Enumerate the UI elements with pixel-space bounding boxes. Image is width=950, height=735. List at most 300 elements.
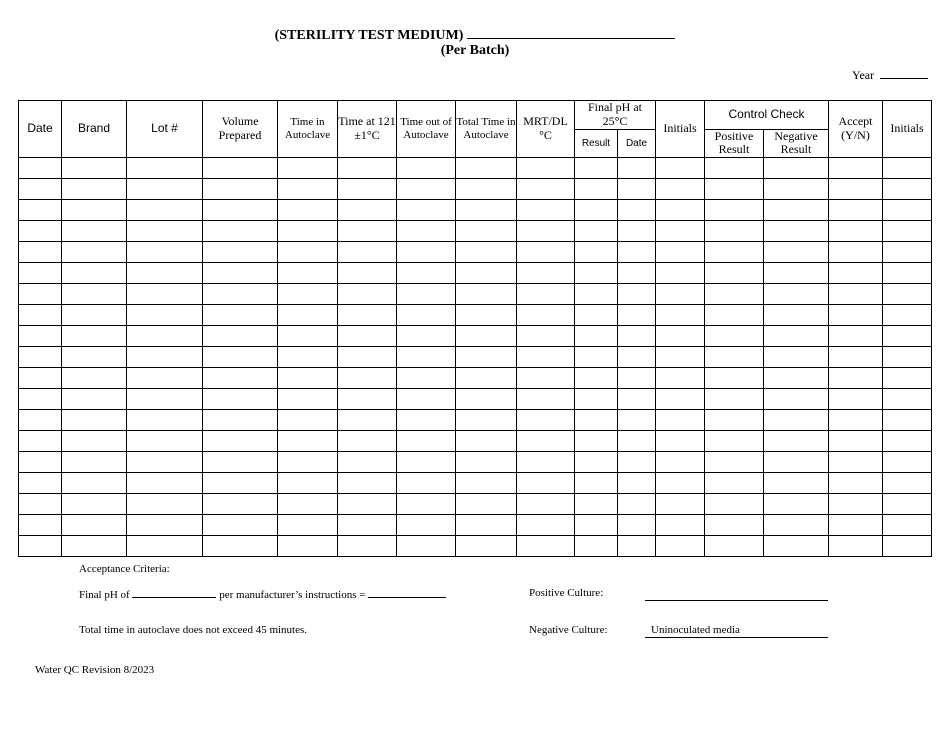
- table-cell[interactable]: [62, 431, 127, 452]
- table-cell[interactable]: [456, 305, 517, 326]
- table-cell[interactable]: [203, 494, 278, 515]
- table-cell[interactable]: [656, 242, 705, 263]
- table-cell[interactable]: [278, 221, 338, 242]
- final-ph-blank[interactable]: [132, 587, 216, 598]
- table-cell[interactable]: [575, 305, 618, 326]
- table-cell[interactable]: [62, 158, 127, 179]
- table-cell[interactable]: [127, 221, 203, 242]
- table-cell[interactable]: [705, 431, 764, 452]
- table-cell[interactable]: [829, 326, 883, 347]
- table-cell[interactable]: [575, 494, 618, 515]
- table-cell[interactable]: [883, 473, 932, 494]
- table-cell[interactable]: [127, 263, 203, 284]
- table-cell[interactable]: [456, 494, 517, 515]
- table-cell[interactable]: [203, 242, 278, 263]
- table-cell[interactable]: [656, 368, 705, 389]
- table-cell[interactable]: [456, 221, 517, 242]
- table-cell[interactable]: [575, 179, 618, 200]
- table-cell[interactable]: [517, 263, 575, 284]
- table-cell[interactable]: [62, 452, 127, 473]
- table-cell[interactable]: [517, 389, 575, 410]
- table-cell[interactable]: [829, 515, 883, 536]
- table-cell[interactable]: [278, 179, 338, 200]
- table-cell[interactable]: [62, 242, 127, 263]
- table-cell[interactable]: [883, 242, 932, 263]
- table-cell[interactable]: [618, 389, 656, 410]
- table-cell[interactable]: [278, 494, 338, 515]
- table-cell[interactable]: [656, 389, 705, 410]
- table-cell[interactable]: [397, 200, 456, 221]
- table-cell[interactable]: [517, 473, 575, 494]
- table-cell[interactable]: [19, 368, 62, 389]
- table-cell[interactable]: [203, 536, 278, 557]
- table-cell[interactable]: [705, 494, 764, 515]
- table-cell[interactable]: [517, 242, 575, 263]
- table-cell[interactable]: [618, 284, 656, 305]
- table-cell[interactable]: [456, 158, 517, 179]
- table-cell[interactable]: [127, 347, 203, 368]
- table-cell[interactable]: [338, 536, 397, 557]
- table-cell[interactable]: [338, 326, 397, 347]
- table-cell[interactable]: [62, 200, 127, 221]
- table-cell[interactable]: [764, 179, 829, 200]
- table-cell[interactable]: [278, 410, 338, 431]
- table-cell[interactable]: [397, 473, 456, 494]
- table-cell[interactable]: [705, 515, 764, 536]
- table-cell[interactable]: [338, 494, 397, 515]
- table-cell[interactable]: [883, 200, 932, 221]
- table-cell[interactable]: [338, 179, 397, 200]
- table-cell[interactable]: [829, 263, 883, 284]
- table-cell[interactable]: [618, 431, 656, 452]
- table-cell[interactable]: [456, 410, 517, 431]
- table-cell[interactable]: [656, 158, 705, 179]
- table-cell[interactable]: [829, 347, 883, 368]
- table-cell[interactable]: [575, 242, 618, 263]
- table-cell[interactable]: [656, 263, 705, 284]
- table-cell[interactable]: [829, 368, 883, 389]
- table-cell[interactable]: [575, 536, 618, 557]
- table-cell[interactable]: [517, 284, 575, 305]
- table-cell[interactable]: [338, 284, 397, 305]
- table-cell[interactable]: [338, 200, 397, 221]
- table-cell[interactable]: [278, 200, 338, 221]
- table-cell[interactable]: [203, 515, 278, 536]
- table-cell[interactable]: [62, 515, 127, 536]
- table-cell[interactable]: [883, 410, 932, 431]
- table-cell[interactable]: [517, 347, 575, 368]
- table-cell[interactable]: [397, 347, 456, 368]
- table-cell[interactable]: [656, 410, 705, 431]
- table-cell[interactable]: [203, 326, 278, 347]
- table-cell[interactable]: [278, 536, 338, 557]
- table-cell[interactable]: [517, 221, 575, 242]
- table-cell[interactable]: [517, 515, 575, 536]
- table-cell[interactable]: [278, 389, 338, 410]
- table-cell[interactable]: [19, 410, 62, 431]
- table-cell[interactable]: [883, 179, 932, 200]
- table-cell[interactable]: [656, 305, 705, 326]
- table-cell[interactable]: [19, 305, 62, 326]
- table-cell[interactable]: [764, 305, 829, 326]
- table-cell[interactable]: [705, 263, 764, 284]
- table-cell[interactable]: [883, 158, 932, 179]
- table-cell[interactable]: [618, 536, 656, 557]
- table-cell[interactable]: [397, 368, 456, 389]
- table-cell[interactable]: [456, 200, 517, 221]
- table-cell[interactable]: [829, 284, 883, 305]
- table-cell[interactable]: [278, 158, 338, 179]
- table-cell[interactable]: [19, 263, 62, 284]
- table-cell[interactable]: [575, 158, 618, 179]
- table-cell[interactable]: [705, 305, 764, 326]
- table-cell[interactable]: [62, 326, 127, 347]
- table-cell[interactable]: [203, 347, 278, 368]
- table-cell[interactable]: [764, 389, 829, 410]
- table-cell[interactable]: [19, 452, 62, 473]
- table-cell[interactable]: [575, 221, 618, 242]
- table-cell[interactable]: [203, 305, 278, 326]
- table-cell[interactable]: [127, 536, 203, 557]
- table-cell[interactable]: [338, 347, 397, 368]
- table-cell[interactable]: [883, 536, 932, 557]
- table-cell[interactable]: [656, 179, 705, 200]
- table-cell[interactable]: [338, 452, 397, 473]
- table-cell[interactable]: [127, 284, 203, 305]
- table-cell[interactable]: [883, 368, 932, 389]
- table-cell[interactable]: [517, 431, 575, 452]
- table-cell[interactable]: [656, 452, 705, 473]
- table-cell[interactable]: [62, 473, 127, 494]
- table-cell[interactable]: [656, 284, 705, 305]
- table-cell[interactable]: [19, 284, 62, 305]
- table-cell[interactable]: [705, 284, 764, 305]
- table-cell[interactable]: [397, 221, 456, 242]
- table-cell[interactable]: [62, 536, 127, 557]
- table-cell[interactable]: [618, 452, 656, 473]
- table-cell[interactable]: [517, 536, 575, 557]
- table-cell[interactable]: [764, 347, 829, 368]
- table-cell[interactable]: [618, 515, 656, 536]
- table-cell[interactable]: [278, 368, 338, 389]
- table-cell[interactable]: [338, 431, 397, 452]
- table-cell[interactable]: [62, 179, 127, 200]
- final-ph-value-blank[interactable]: [368, 587, 446, 598]
- table-cell[interactable]: [618, 200, 656, 221]
- table-cell[interactable]: [397, 494, 456, 515]
- table-cell[interactable]: [656, 326, 705, 347]
- table-cell[interactable]: [127, 200, 203, 221]
- table-cell[interactable]: [764, 326, 829, 347]
- table-cell[interactable]: [575, 326, 618, 347]
- table-cell[interactable]: [397, 536, 456, 557]
- table-cell[interactable]: [278, 515, 338, 536]
- table-cell[interactable]: [456, 452, 517, 473]
- table-cell[interactable]: [705, 221, 764, 242]
- table-cell[interactable]: [883, 494, 932, 515]
- table-cell[interactable]: [618, 347, 656, 368]
- table-cell[interactable]: [656, 221, 705, 242]
- table-cell[interactable]: [618, 242, 656, 263]
- table-cell[interactable]: [517, 305, 575, 326]
- table-cell[interactable]: [764, 242, 829, 263]
- table-cell[interactable]: [19, 347, 62, 368]
- table-cell[interactable]: [62, 368, 127, 389]
- table-cell[interactable]: [656, 536, 705, 557]
- table-cell[interactable]: [397, 515, 456, 536]
- table-cell[interactable]: [705, 158, 764, 179]
- table-cell[interactable]: [656, 515, 705, 536]
- table-cell[interactable]: [705, 242, 764, 263]
- table-cell[interactable]: [19, 536, 62, 557]
- table-cell[interactable]: [278, 473, 338, 494]
- table-cell[interactable]: [62, 263, 127, 284]
- table-cell[interactable]: [456, 179, 517, 200]
- table-cell[interactable]: [575, 431, 618, 452]
- table-cell[interactable]: [829, 452, 883, 473]
- table-cell[interactable]: [397, 284, 456, 305]
- table-cell[interactable]: [618, 179, 656, 200]
- table-cell[interactable]: [764, 284, 829, 305]
- table-cell[interactable]: [618, 305, 656, 326]
- table-cell[interactable]: [338, 305, 397, 326]
- table-cell[interactable]: [656, 494, 705, 515]
- table-cell[interactable]: [127, 368, 203, 389]
- table-cell[interactable]: [705, 389, 764, 410]
- table-cell[interactable]: [127, 326, 203, 347]
- table-cell[interactable]: [764, 536, 829, 557]
- table-cell[interactable]: [705, 347, 764, 368]
- table-cell[interactable]: [338, 515, 397, 536]
- table-cell[interactable]: [618, 221, 656, 242]
- table-cell[interactable]: [62, 284, 127, 305]
- table-cell[interactable]: [127, 410, 203, 431]
- positive-culture-field[interactable]: [645, 587, 828, 601]
- table-cell[interactable]: [705, 200, 764, 221]
- table-cell[interactable]: [278, 452, 338, 473]
- table-cell[interactable]: [456, 515, 517, 536]
- table-cell[interactable]: [278, 305, 338, 326]
- table-cell[interactable]: [203, 473, 278, 494]
- table-cell[interactable]: [127, 452, 203, 473]
- table-cell[interactable]: [203, 158, 278, 179]
- table-cell[interactable]: [575, 389, 618, 410]
- table-cell[interactable]: [456, 263, 517, 284]
- table-cell[interactable]: [203, 200, 278, 221]
- title-blank-line[interactable]: [467, 25, 675, 39]
- table-cell[interactable]: [278, 326, 338, 347]
- table-cell[interactable]: [62, 305, 127, 326]
- table-cell[interactable]: [705, 536, 764, 557]
- table-cell[interactable]: [203, 284, 278, 305]
- table-cell[interactable]: [338, 158, 397, 179]
- table-cell[interactable]: [203, 221, 278, 242]
- table-cell[interactable]: [397, 431, 456, 452]
- table-cell[interactable]: [883, 452, 932, 473]
- table-cell[interactable]: [278, 242, 338, 263]
- table-cell[interactable]: [575, 200, 618, 221]
- table-cell[interactable]: [127, 158, 203, 179]
- table-cell[interactable]: [618, 473, 656, 494]
- table-cell[interactable]: [575, 368, 618, 389]
- table-cell[interactable]: [62, 221, 127, 242]
- table-cell[interactable]: [883, 347, 932, 368]
- table-cell[interactable]: [829, 242, 883, 263]
- table-cell[interactable]: [19, 389, 62, 410]
- table-cell[interactable]: [203, 263, 278, 284]
- table-cell[interactable]: [829, 158, 883, 179]
- table-cell[interactable]: [764, 263, 829, 284]
- table-cell[interactable]: [456, 389, 517, 410]
- table-cell[interactable]: [456, 431, 517, 452]
- table-cell[interactable]: [19, 242, 62, 263]
- table-cell[interactable]: [618, 494, 656, 515]
- table-cell[interactable]: [575, 284, 618, 305]
- table-cell[interactable]: [517, 179, 575, 200]
- table-cell[interactable]: [618, 410, 656, 431]
- table-cell[interactable]: [829, 305, 883, 326]
- table-cell[interactable]: [764, 368, 829, 389]
- table-cell[interactable]: [278, 431, 338, 452]
- table-cell[interactable]: [127, 305, 203, 326]
- table-cell[interactable]: [203, 452, 278, 473]
- table-cell[interactable]: [705, 473, 764, 494]
- table-cell[interactable]: [764, 473, 829, 494]
- table-cell[interactable]: [883, 515, 932, 536]
- table-cell[interactable]: [456, 347, 517, 368]
- table-cell[interactable]: [883, 431, 932, 452]
- table-cell[interactable]: [618, 263, 656, 284]
- table-cell[interactable]: [656, 473, 705, 494]
- table-cell[interactable]: [397, 158, 456, 179]
- table-cell[interactable]: [62, 347, 127, 368]
- table-cell[interactable]: [883, 389, 932, 410]
- table-cell[interactable]: [203, 368, 278, 389]
- table-cell[interactable]: [338, 221, 397, 242]
- table-cell[interactable]: [127, 473, 203, 494]
- table-cell[interactable]: [127, 494, 203, 515]
- table-cell[interactable]: [397, 179, 456, 200]
- table-cell[interactable]: [338, 242, 397, 263]
- table-cell[interactable]: [829, 473, 883, 494]
- table-cell[interactable]: [764, 452, 829, 473]
- table-cell[interactable]: [517, 452, 575, 473]
- table-cell[interactable]: [575, 347, 618, 368]
- table-cell[interactable]: [338, 389, 397, 410]
- table-cell[interactable]: [883, 284, 932, 305]
- table-cell[interactable]: [456, 284, 517, 305]
- table-cell[interactable]: [397, 410, 456, 431]
- table-cell[interactable]: [19, 494, 62, 515]
- table-cell[interactable]: [705, 368, 764, 389]
- table-cell[interactable]: [705, 452, 764, 473]
- table-cell[interactable]: [575, 452, 618, 473]
- table-cell[interactable]: [575, 473, 618, 494]
- table-cell[interactable]: [517, 368, 575, 389]
- table-cell[interactable]: [127, 179, 203, 200]
- table-cell[interactable]: [397, 242, 456, 263]
- table-cell[interactable]: [618, 326, 656, 347]
- table-cell[interactable]: [338, 368, 397, 389]
- table-cell[interactable]: [764, 221, 829, 242]
- table-cell[interactable]: [127, 515, 203, 536]
- table-cell[interactable]: [278, 263, 338, 284]
- table-cell[interactable]: [19, 200, 62, 221]
- table-cell[interactable]: [338, 410, 397, 431]
- negative-culture-field[interactable]: [645, 624, 828, 638]
- table-cell[interactable]: [764, 515, 829, 536]
- table-cell[interactable]: [19, 326, 62, 347]
- table-cell[interactable]: [203, 389, 278, 410]
- table-cell[interactable]: [127, 242, 203, 263]
- table-cell[interactable]: [203, 410, 278, 431]
- table-cell[interactable]: [19, 158, 62, 179]
- table-cell[interactable]: [883, 221, 932, 242]
- table-cell[interactable]: [338, 263, 397, 284]
- table-cell[interactable]: [618, 368, 656, 389]
- table-cell[interactable]: [575, 515, 618, 536]
- table-cell[interactable]: [883, 263, 932, 284]
- table-cell[interactable]: [829, 179, 883, 200]
- table-cell[interactable]: [656, 200, 705, 221]
- table-cell[interactable]: [397, 326, 456, 347]
- table-cell[interactable]: [19, 179, 62, 200]
- table-cell[interactable]: [397, 263, 456, 284]
- table-cell[interactable]: [127, 389, 203, 410]
- table-cell[interactable]: [705, 179, 764, 200]
- table-cell[interactable]: [517, 158, 575, 179]
- table-cell[interactable]: [705, 326, 764, 347]
- table-cell[interactable]: [883, 305, 932, 326]
- table-cell[interactable]: [764, 410, 829, 431]
- table-cell[interactable]: [829, 536, 883, 557]
- table-cell[interactable]: [127, 431, 203, 452]
- table-cell[interactable]: [19, 515, 62, 536]
- table-cell[interactable]: [397, 389, 456, 410]
- table-cell[interactable]: [829, 389, 883, 410]
- table-cell[interactable]: [829, 200, 883, 221]
- table-cell[interactable]: [764, 200, 829, 221]
- table-cell[interactable]: [517, 200, 575, 221]
- table-cell[interactable]: [517, 494, 575, 515]
- table-cell[interactable]: [278, 284, 338, 305]
- table-cell[interactable]: [203, 179, 278, 200]
- table-cell[interactable]: [656, 347, 705, 368]
- table-cell[interactable]: [829, 494, 883, 515]
- table-cell[interactable]: [456, 242, 517, 263]
- table-cell[interactable]: [618, 158, 656, 179]
- table-cell[interactable]: [62, 494, 127, 515]
- table-cell[interactable]: [829, 410, 883, 431]
- table-cell[interactable]: [338, 473, 397, 494]
- table-cell[interactable]: [456, 326, 517, 347]
- table-cell[interactable]: [829, 431, 883, 452]
- table-cell[interactable]: [829, 221, 883, 242]
- table-cell[interactable]: [456, 368, 517, 389]
- table-cell[interactable]: [62, 410, 127, 431]
- table-cell[interactable]: [456, 473, 517, 494]
- table-cell[interactable]: [278, 347, 338, 368]
- table-cell[interactable]: [517, 326, 575, 347]
- table-cell[interactable]: [656, 431, 705, 452]
- table-cell[interactable]: [19, 473, 62, 494]
- table-cell[interactable]: [705, 410, 764, 431]
- table-cell[interactable]: [575, 263, 618, 284]
- table-cell[interactable]: [397, 452, 456, 473]
- year-blank-line[interactable]: [880, 66, 928, 79]
- table-cell[interactable]: [19, 221, 62, 242]
- table-cell[interactable]: [764, 431, 829, 452]
